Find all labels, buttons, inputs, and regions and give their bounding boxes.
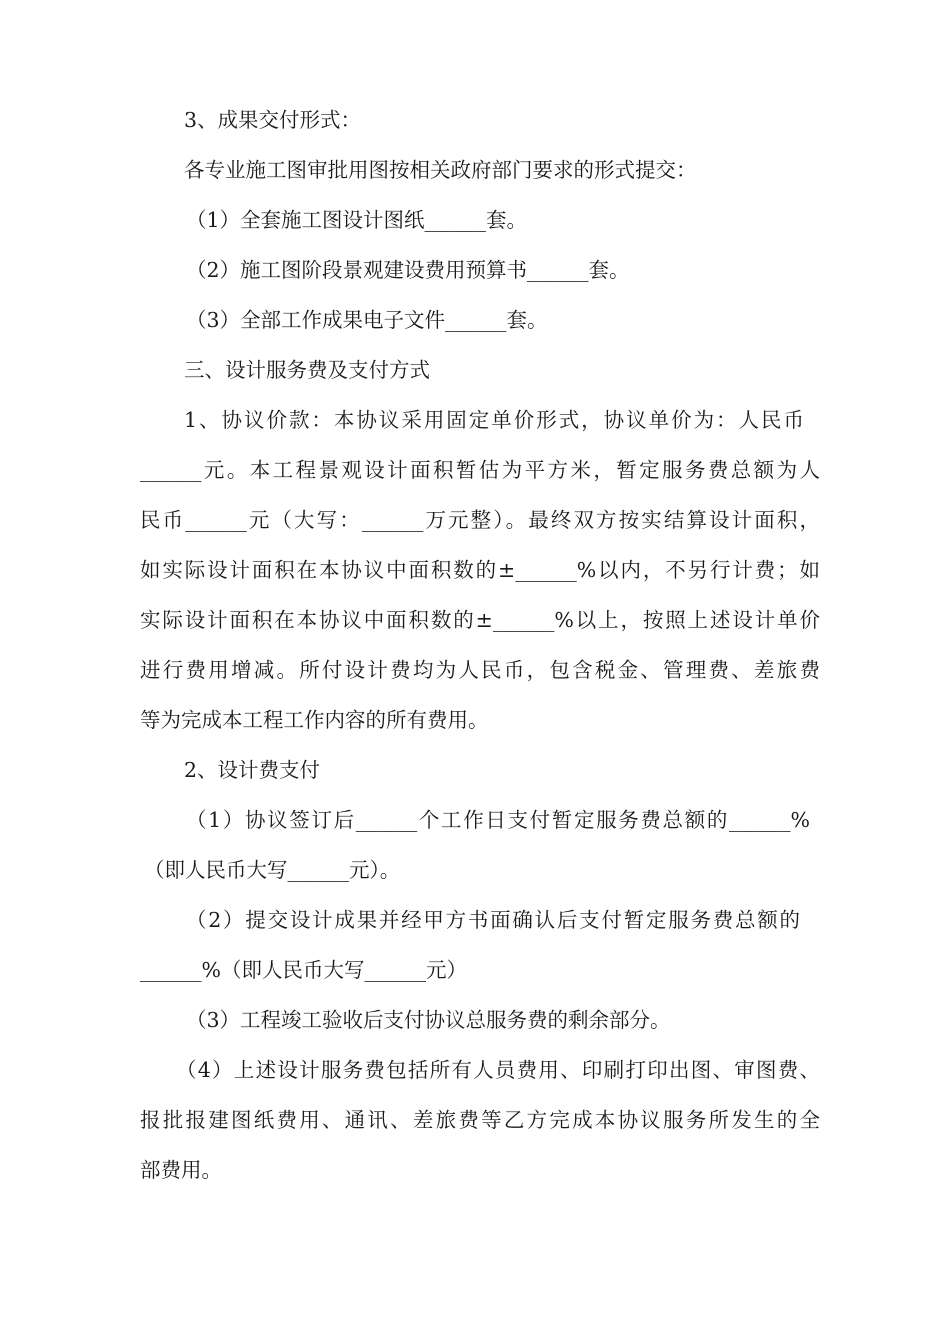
paragraph-submission-requirement: 各专业施工图审批用图按相关政府部门要求的形式提交： bbox=[184, 158, 697, 182]
payment-item-4-line-2: 报批报建图纸费用、通讯、差旅费等乙方完成本协议服务所发生的全 bbox=[140, 1108, 820, 1132]
heading-delivery-format: 3、成果交付形式： bbox=[184, 108, 362, 132]
section-heading-payment: 2、设计费支付 bbox=[184, 758, 321, 782]
list-item-drawings: （1）全套施工图设计图纸______套。 bbox=[186, 208, 528, 232]
paragraph-price-line-6: 进行费用增减。所付设计费均为人民币，包含税金、管理费、差旅费 bbox=[140, 658, 820, 682]
payment-item-3: （3）工程竣工验收后支付协议总服务费的剩余部分。 bbox=[186, 1008, 671, 1032]
list-item-electronic-files: （3）全部工作成果电子文件______套。 bbox=[186, 308, 548, 332]
payment-item-2-line-2: ______%（即人民币大写______元） bbox=[140, 958, 467, 982]
list-item-budget: （2）施工图阶段景观建设费用预算书______套。 bbox=[186, 258, 630, 282]
payment-item-4-line-1: （4）上述设计服务费包括所有人员费用、印刷打印出图、审图费、 bbox=[176, 1058, 820, 1082]
section-heading-fees: 三、设计服务费及支付方式 bbox=[184, 358, 430, 382]
paragraph-price-line-5: 实际设计面积在本协议中面积数的±______%以上，按照上述设计单价 bbox=[140, 608, 820, 632]
paragraph-price-line-3: 民币______元（大写：______万元整）。最终双方按实结算设计面积， bbox=[140, 508, 820, 532]
payment-item-1-line-2: （即人民币大写______元）。 bbox=[144, 858, 401, 882]
paragraph-price-line-7: 等为完成本工程工作内容的所有费用。 bbox=[140, 708, 489, 732]
paragraph-price-line-1: 1、协议价款：本协议采用固定单价形式，协议单价为：人民币 bbox=[184, 408, 804, 432]
paragraph-price-line-2: ______元。本工程景观设计面积暂估为平方米，暂定服务费总额为人 bbox=[140, 458, 820, 482]
payment-item-4-line-3: 部费用。 bbox=[140, 1158, 222, 1182]
payment-item-1-line-1: （1）协议签订后______个工作日支付暂定服务费总额的______% bbox=[186, 808, 810, 832]
paragraph-price-line-4: 如实际设计面积在本协议中面积数的±______%以内，不另行计费；如 bbox=[140, 558, 820, 582]
payment-item-2-line-1: （2）提交设计成果并经甲方书面确认后支付暂定服务费总额的 bbox=[186, 908, 800, 932]
